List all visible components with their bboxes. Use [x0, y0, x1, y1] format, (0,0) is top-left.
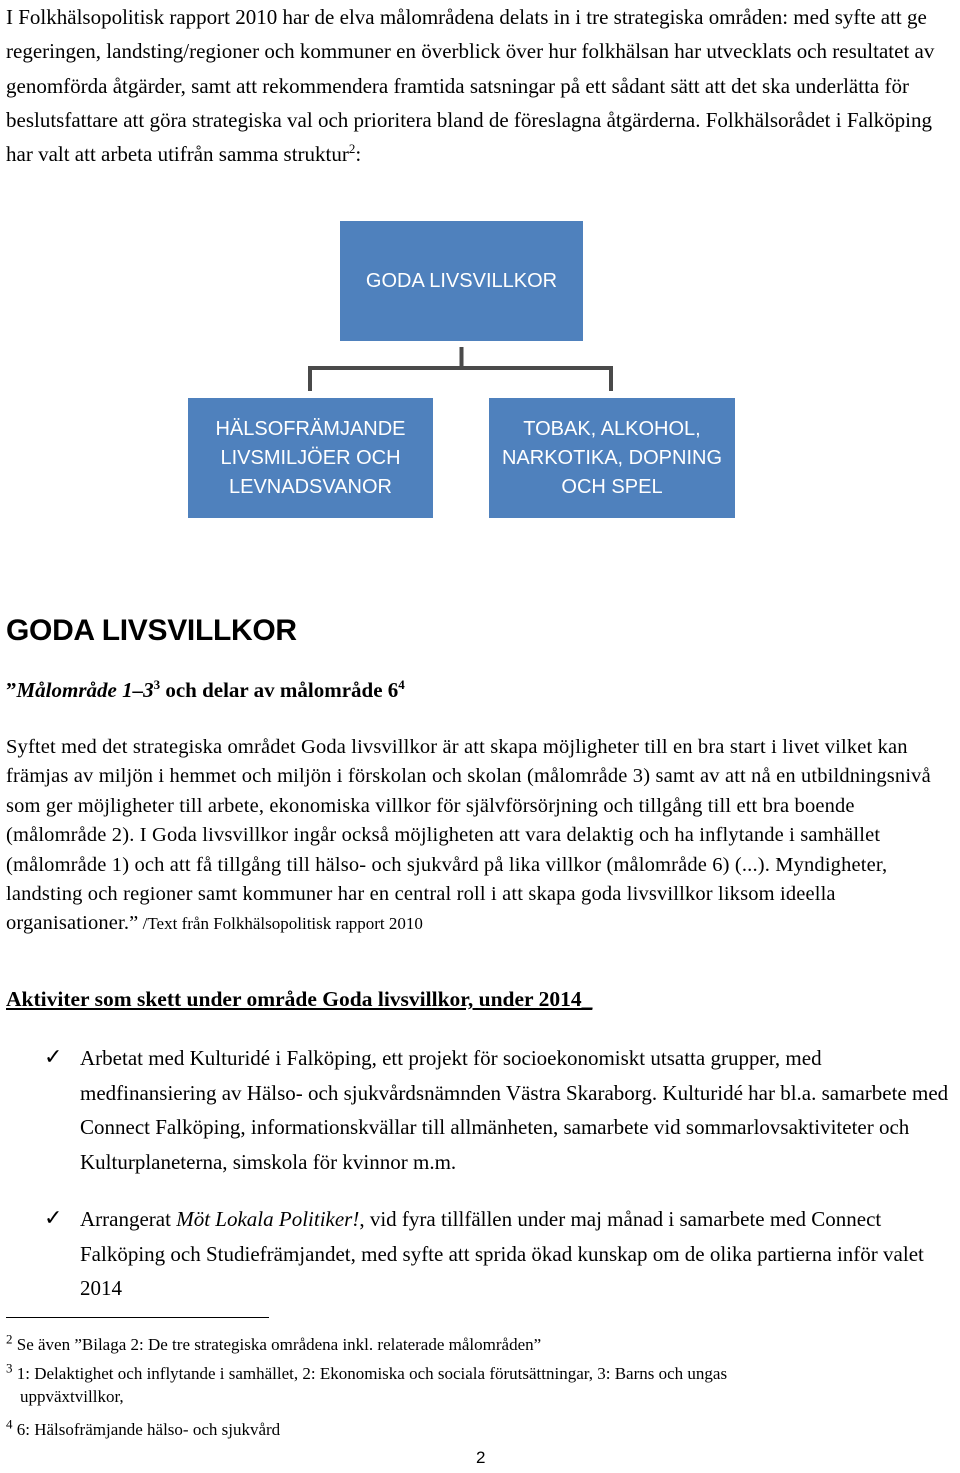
footnote-3 — [6, 1362, 936, 1408]
footnote-ref-4[interactable]: 4 — [398, 677, 405, 692]
footnote-ref-3[interactable]: 3 — [153, 677, 161, 692]
section-title: GODA LIVSVILLKOR — [6, 614, 297, 647]
section-subheading — [6, 678, 405, 703]
list-item — [44, 1041, 960, 1179]
subheading-italic: Målområde 1 — [16, 678, 133, 702]
body-source: /Text från Folkhälsopolitisk rapport 2010 — [138, 914, 423, 934]
subheading-range: –3 — [132, 678, 154, 702]
footnote-number: 4 — [6, 1416, 13, 1432]
subheading-rest: och delar av målområde 6 — [160, 678, 399, 702]
list-item-italic: Möt Lokala Politiker! — [176, 1207, 360, 1231]
footnote-text: Se även ”Bilaga 2: De tre strategiska områdena inkl. relaterade målområden” — [12, 1335, 542, 1354]
footnote-text: 6: Hälsofrämjande hälso- och sjukvård — [12, 1420, 281, 1439]
footnote-text-continued: uppväxtvillkor, — [20, 1387, 124, 1406]
intro-text: I Folkhälsopolitisk rapport 2010 har de elva målområdena delats in i tre strategiska områden: med syfte att ge regeringen, landsting/regioner och kommuner en överblick över hur folkhälsan har utvecklats och resultatet av genomförda åtgärder, samt att rekommendera framtida satsningar på ett sådant sätt att det ska underlätta för beslutsfattare att göra strategiska val och prioritera bland de föreslagna åtgärderna. Folkhälsorådet i Falköping har valt att arbeta utifrån samma struktur — [6, 5, 935, 167]
diagram-box-tobak-alkohol — [489, 398, 735, 518]
footnote-text: 1: Delaktighet och inflytande i samhället, 2: Ekonomiska och sociala förutsättningar, 3: Barns och ungas — [12, 1364, 728, 1383]
page-number: 2 — [476, 1448, 486, 1467]
footnote-2 — [6, 1333, 936, 1356]
footnote-number: 3 — [6, 1360, 13, 1376]
list-item — [44, 1202, 960, 1306]
checkmark-icon: ✓ — [44, 1045, 63, 1070]
diagram-box-goda-livsvillkor — [340, 221, 583, 341]
footnote-4 — [6, 1418, 936, 1441]
footnote-ref-2[interactable]: 2 — [348, 141, 356, 157]
checkmark-icon: ✓ — [44, 1206, 63, 1231]
diagram-box-label: HÄLSOFRÄMJANDE LIVSMILJÖER OCH LEVNADSVANOR — [215, 417, 406, 498]
diagram-box-halsoframjande — [188, 398, 433, 518]
footnote-number: 2 — [6, 1331, 13, 1347]
activities-heading: Aktiviter som skett under område Goda livsvillkor, under 2014_ — [6, 987, 593, 1011]
list-item-text-end: , vid fyra tillfällen under maj månad i samarbete med Connect Falköping och Studiefrämjandet, med syfte att sprida ökad kunskap om de olika partierna inför valet 2014 — [80, 1207, 924, 1300]
subheading-quote: ” — [6, 678, 17, 702]
diagram-box-label: TOBAK, ALKOHOL, NARKOTIKA, DOPNING OCH SPEL — [501, 417, 723, 498]
diagram-box-label: GODA LIVSVILLKOR — [365, 269, 558, 292]
body-text: Syftet med det strategiska området Goda livsvillkor är att skapa möjligheter till en bra start i livet vilket kan främjas av miljön i hemmet och miljön i förskolan och skolan (målområde 3) samt av att nå en utbildningsnivå som ger möjligheter till arbete, ekonomiska villkor för självförsörjning och tillgång till ett bra boende (målområde 2). I Goda livsvillkor ingår också möjligheten att vara delaktig och ha inflytande i samhället (målområde 1) och att få tillgång till hälso- och sjukvård på lika villkor (målområde 6) (...). Myndigheter, landsting och regioner samt kommuner har en central roll i att skapa goda livsvillkor liksom ideella organisationer.” — [6, 736, 931, 935]
list-item-text: Arbetat med Kulturidé i Falköping, ett projekt för socioekonomiskt utsatta grupper, med medfinansiering av Hälso- och sjukvårdsnämnden Västra Skaraborg. Kulturidé har bl.a. samarbete med Connect Falköping, informationskvällar till allmänheten, samarbete vid sommarlovsaktiviteter och Kulturplaneterna, simskola för kvinnor m.m. — [80, 1046, 949, 1174]
body-paragraph — [6, 733, 956, 939]
list-item-text: Arrangerat — [80, 1207, 177, 1231]
intro-text-end: : — [355, 142, 362, 167]
footnote-separator — [6, 1317, 269, 1318]
